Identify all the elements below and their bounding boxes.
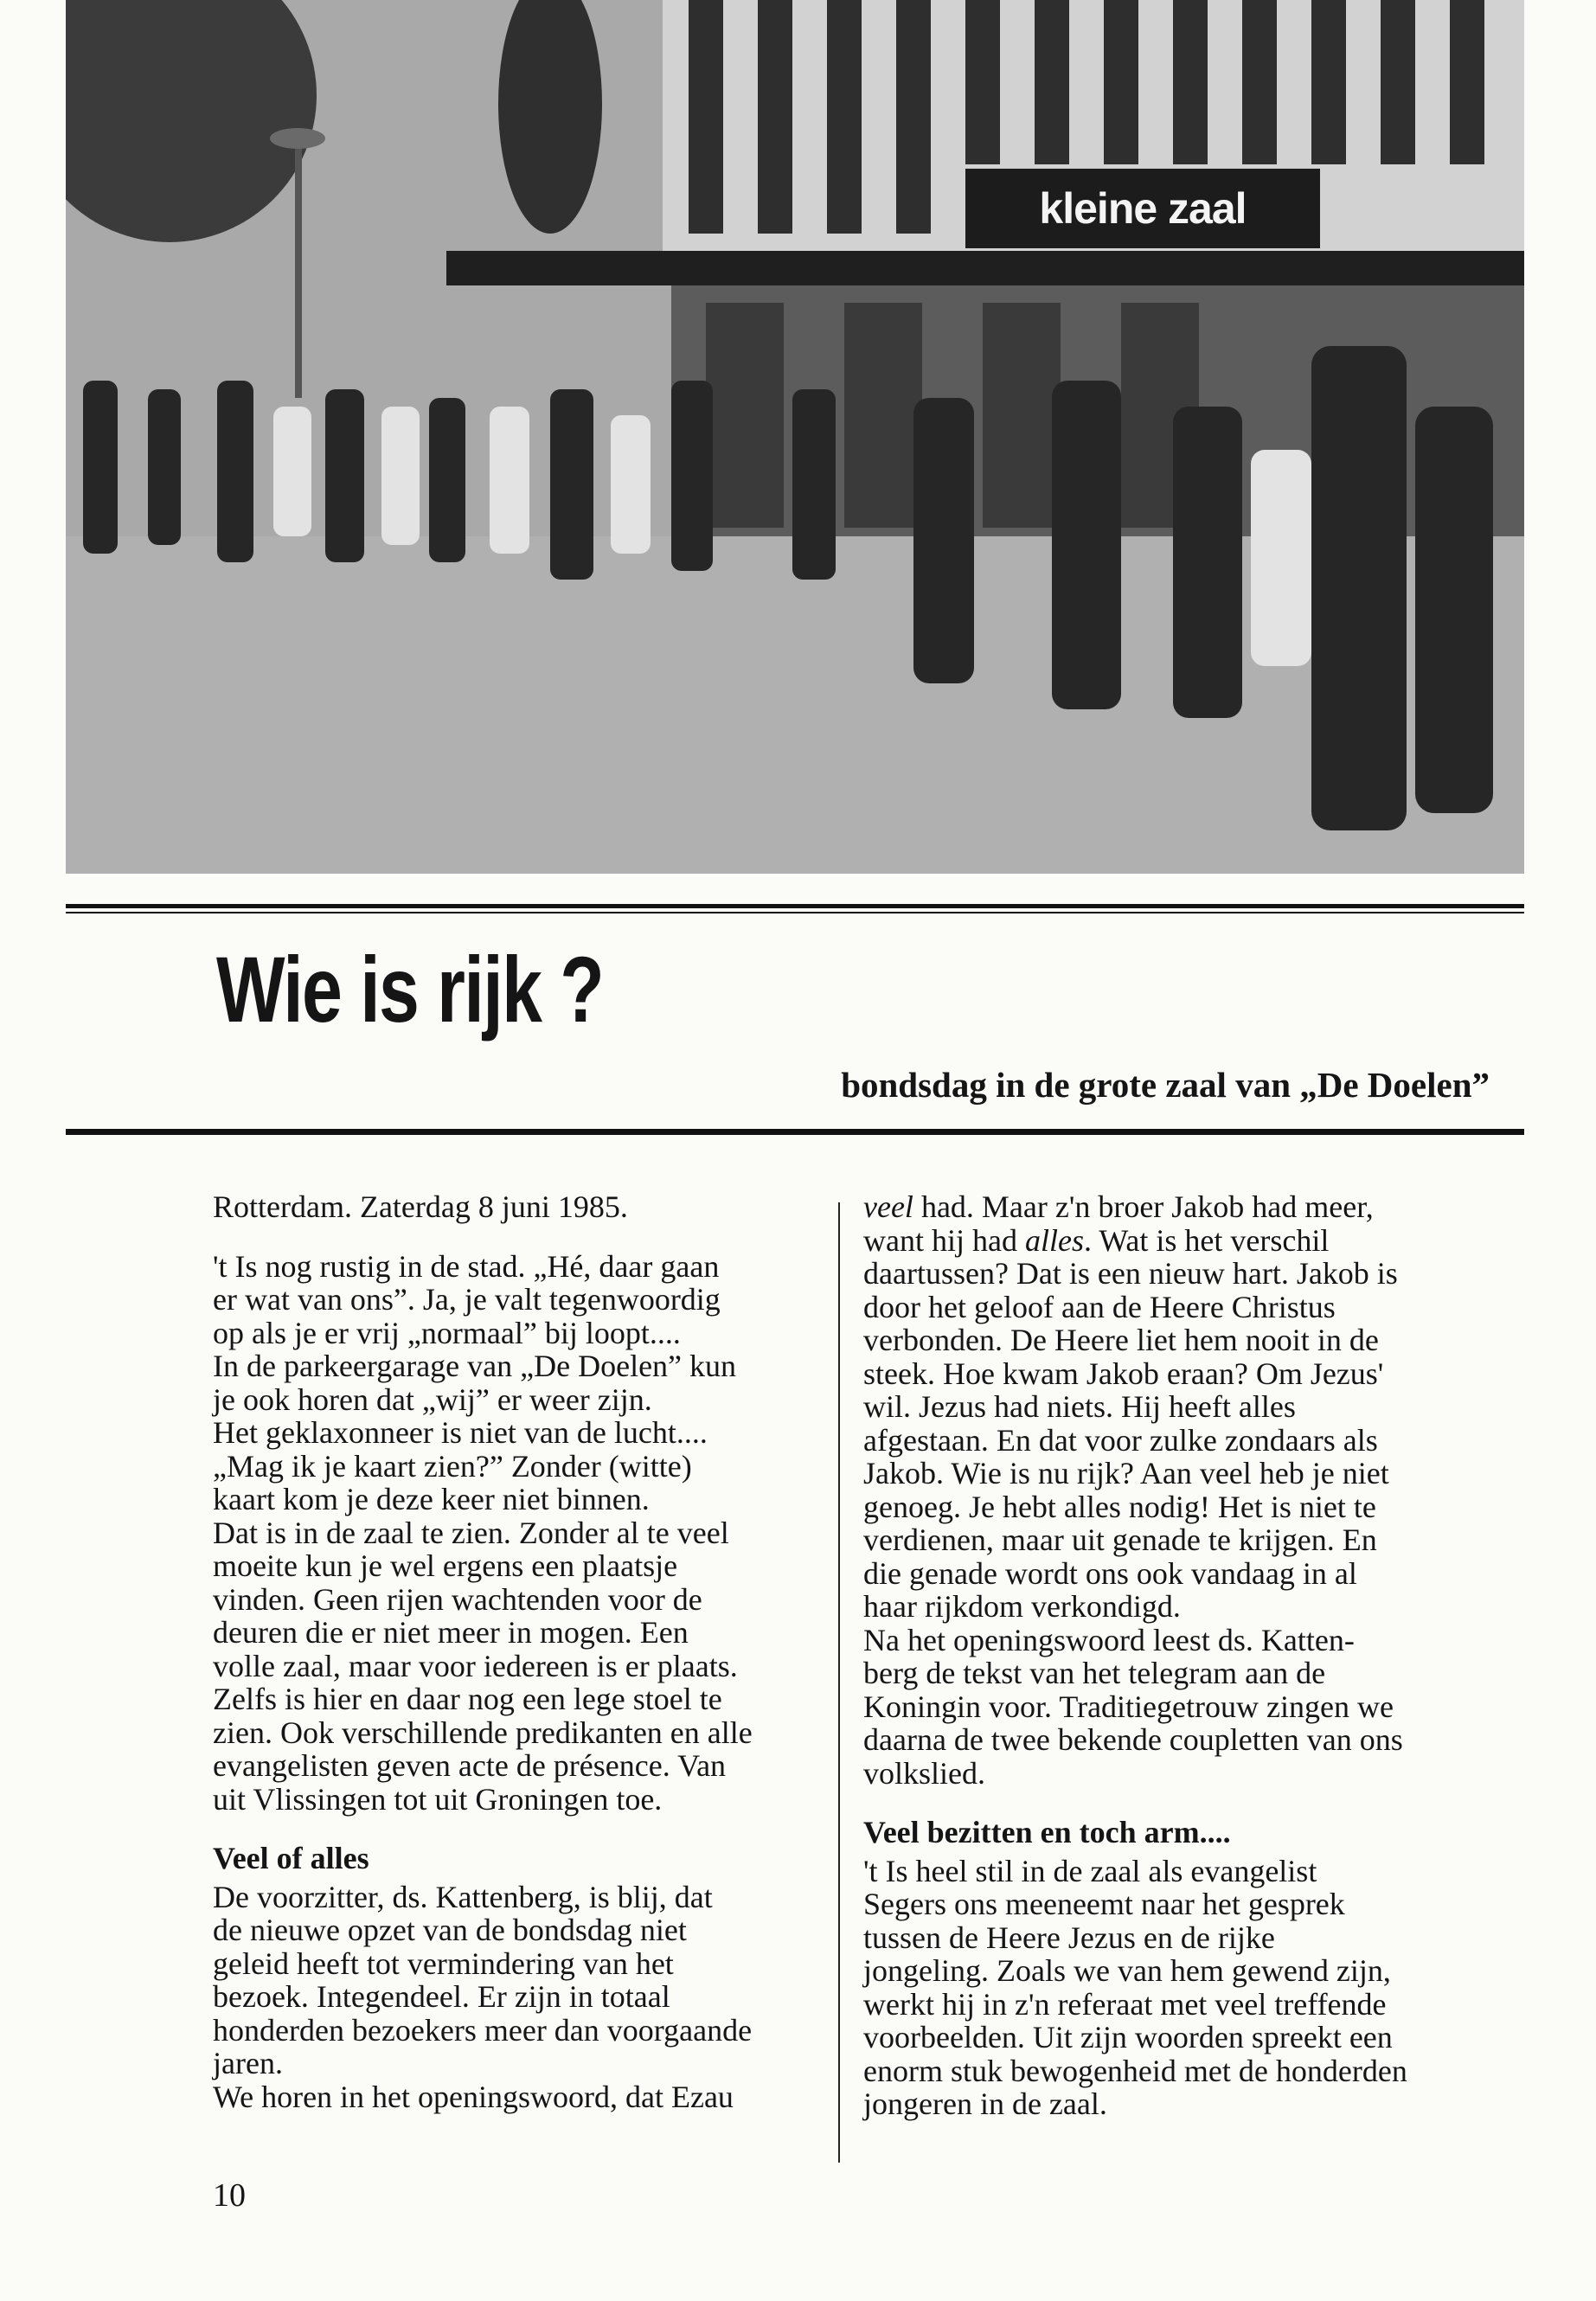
text-line: 't Is nog rustig in de stad. „Hé, daar gaan — [213, 1248, 720, 1284]
text-line: de nieuwe opzet van de bondsdag niet — [213, 1913, 687, 1947]
text-line: Dat is in de zaal te zien. Zonder al te veel — [213, 1515, 729, 1550]
header-photo — [66, 0, 1524, 874]
text-line: je ook horen dat „wij” er weer zijn. — [213, 1381, 652, 1417]
text-line: verdienen, maar uit genade te krijgen. En — [863, 1522, 1377, 1557]
text-line: kaart kom je deze keer niet binnen. — [213, 1482, 650, 1516]
text-line: moeite kun je wel ergens een plaatsje — [213, 1548, 678, 1583]
text-line: daarna de twee bekende coupletten van ons — [863, 1722, 1403, 1757]
section-heading-veel-bezitten: Veel bezitten en toch arm.... — [863, 1815, 1231, 1849]
paragraph-intro — [213, 1250, 818, 1817]
text-line: daartussen? Dat is een nieuw hart. Jakob is — [863, 1256, 1398, 1291]
text-line: Jakob. Wie is nu rijk? Aan veel heb je niet — [863, 1456, 1389, 1490]
title-top-rule — [66, 904, 1524, 908]
text-line: geleid heeft tot vermindering van het — [213, 1945, 674, 1981]
text-line: wil. Jezus had niets. Hij heeft alles — [863, 1389, 1296, 1424]
text-line: enorm stuk bewogenheid met de honderden — [863, 2053, 1407, 2088]
emphasis-veel: veel — [863, 1189, 913, 1224]
photo-scene — [66, 0, 1524, 874]
text-line: jongeling. Zoals we van hem gewend zijn, — [863, 1953, 1391, 1988]
text-line: Rotterdam. Zaterdag 8 juni 1985. — [213, 1189, 628, 1224]
text-line: Koningin voor. Traditiegetrouw zingen we — [863, 1689, 1394, 1724]
dateline-block — [213, 1190, 818, 1224]
text-line: zien. Ook verschillende predikanten en alle — [213, 1715, 753, 1750]
text-line: genoeg. Je hebt alles nodig! Het is niet te — [863, 1489, 1376, 1524]
article-title: Wie is rijk ? — [216, 937, 604, 1042]
text-line: 't Is heel stil in de zaal als evangelist — [863, 1853, 1317, 1888]
article-column-right — [863, 1190, 1483, 2121]
text-line: verbonden. De Heere liet hem nooit in de — [863, 1323, 1379, 1357]
text-line: haar rijkdom verkondigd. — [863, 1589, 1181, 1624]
text-line: „Mag ik je kaart zien?” Zonder (witte) — [213, 1448, 692, 1484]
title-top-rule-thin — [66, 912, 1524, 913]
text-fragment: . Wat is het verschil — [1083, 1222, 1330, 1258]
text-line: bezoek. Integendeel. Er zijn in totaal — [213, 1979, 670, 2014]
article-column-left — [213, 1190, 818, 2113]
paragraph-voorzitter — [213, 1881, 818, 2114]
text-line: steek. Hoe kwam Jakob eraan? Om Jezus' — [863, 1356, 1384, 1391]
text-line: die genade wordt ons ook vandaag in al — [863, 1555, 1357, 1591]
text-line: voorbeelden. Uit zijn woorden spreekt een — [863, 2020, 1393, 2054]
column-divider — [838, 1202, 840, 2163]
text-line: vinden. Geen rijen wachtenden voor de — [213, 1581, 702, 1617]
kleine-zaal-sign-text: kleine zaal — [1039, 184, 1247, 233]
text-line — [863, 1190, 1483, 1224]
text-line: jaren. — [213, 2046, 283, 2080]
text-fragment: had. Maar z'n broer Jakob had meer, — [913, 1189, 1374, 1224]
text-line: deuren die er niet meer in mogen. Een — [213, 1615, 689, 1650]
text-fragment: want hij had — [863, 1222, 1025, 1258]
text-line: In de parkeergarage van „De Doelen” kun — [213, 1349, 737, 1383]
emphasis-alles: alles — [1024, 1222, 1084, 1258]
text-line: tussen de Heere Jezus en de rijke — [863, 1920, 1275, 1955]
article-subtitle: bondsdag in de grote zaal van „De Doelen” — [841, 1065, 1490, 1105]
text-line: afgestaan. En dat voor zulke zondaars als — [863, 1422, 1378, 1458]
text-line: Segers ons meeneemt naar het gesprek — [863, 1887, 1345, 1921]
text-line: Het geklaxonneer is niet van de lucht.... — [213, 1415, 708, 1450]
text-line: door het geloof aan de Heere Christus — [863, 1289, 1336, 1324]
paragraph-jakob — [863, 1190, 1483, 1790]
text-line: volkslied. — [863, 1755, 985, 1791]
text-line: uit Vlissingen tot uit Groningen toe. — [213, 1781, 663, 1817]
text-line: werkt hij in z'n referaat met veel treffende — [863, 1986, 1387, 2022]
text-line: volle zaal, maar voor iedereen is er plaats. — [213, 1648, 738, 1683]
text-line — [863, 1224, 1483, 1258]
kleine-zaal-sign — [965, 169, 1320, 248]
text-line: er wat van ons”. Ja, je valt tegenwoordig — [213, 1282, 721, 1317]
text-line: honderden bezoekers meer dan voorgaande — [213, 2012, 753, 2048]
text-line: We horen in het openingswoord, dat Ezau — [213, 2079, 734, 2114]
page-number: 10 — [213, 2177, 246, 2214]
text-line: op als je er vrij „normaal” bij loopt.... — [213, 1315, 681, 1350]
title-bottom-rule — [66, 1129, 1524, 1135]
text-line: berg de tekst van het telegram aan de — [863, 1656, 1326, 1690]
section-heading-veel-of-alles: Veel of alles — [213, 1841, 369, 1875]
text-line: evangelisten geven acte de présence. Van — [213, 1748, 727, 1783]
text-line: Zelfs is hier en daar nog een lege stoel te — [213, 1682, 722, 1716]
text-line: De voorzitter, ds. Kattenberg, is blij, dat — [213, 1879, 713, 1914]
text-line: Na het openingswoord leest ds. Katten- — [863, 1622, 1355, 1657]
paragraph-segers — [863, 1855, 1483, 2121]
text-line: jongeren in de zaal. — [863, 2086, 1107, 2121]
